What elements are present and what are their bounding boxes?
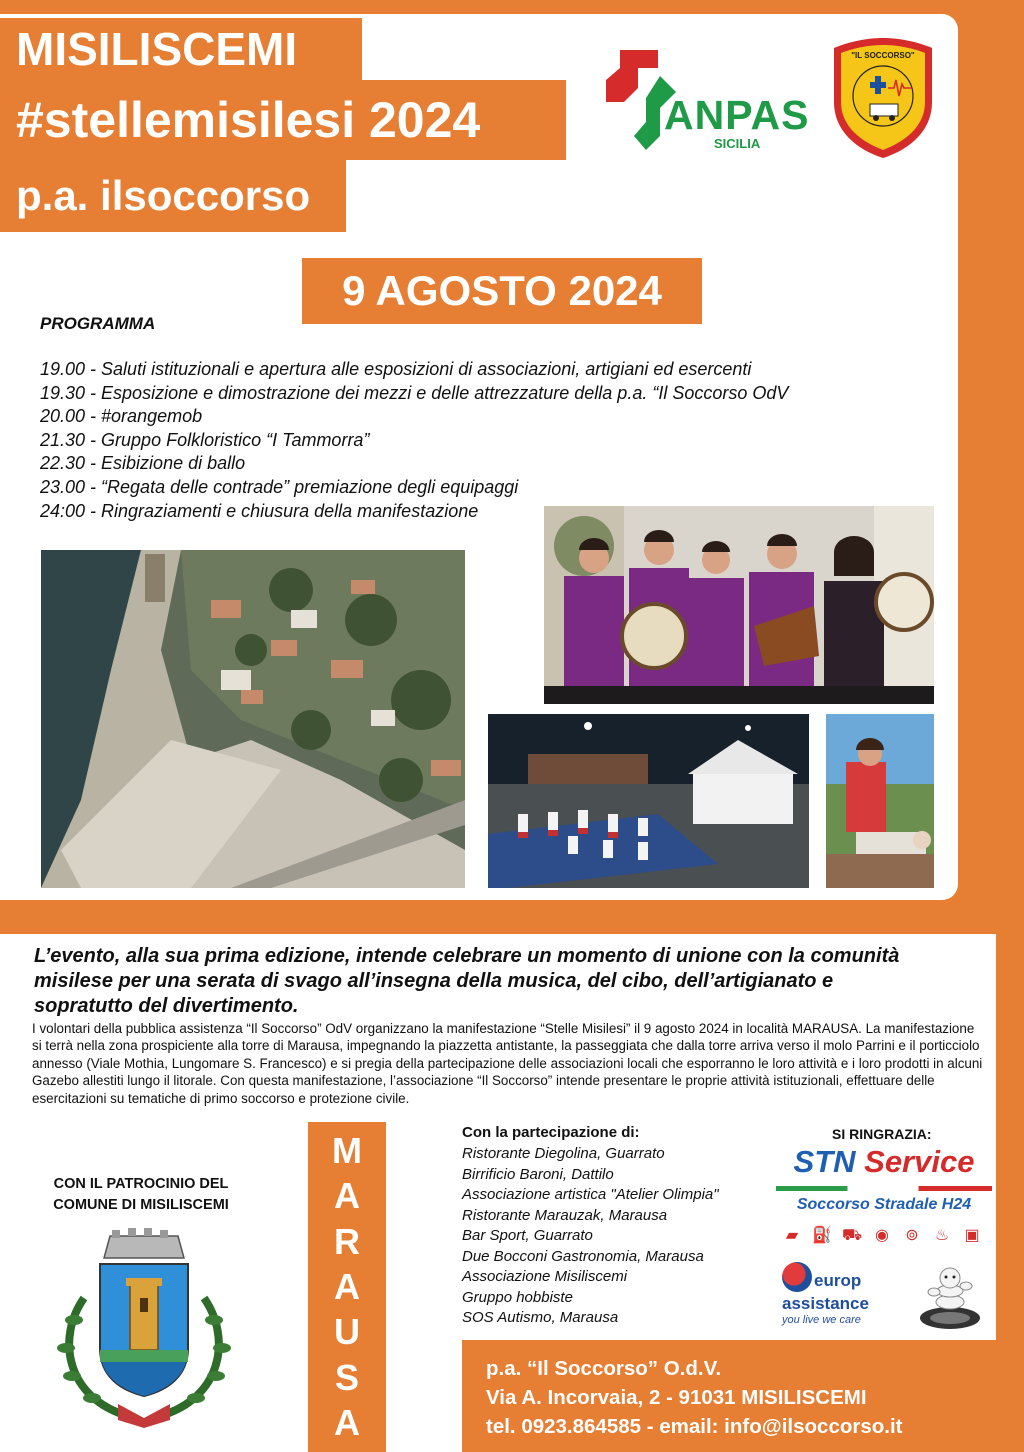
location-letter: A	[334, 1265, 360, 1307]
event-description: I volontari della pubblica assistenza “Il Soccorso” OdV organizzano la manifestazione “Stelle Misilesi” il 9 agosto 2024 in località MARAUSA. La manifestazione si terrà nella zona prospiciente alla torre di Marausa, impegnando la piazzetta antistante, la passeggiata che dalla torre arriva verso il molo Parrini e il porticciolo annesso (Viale Mothia, Lungomare S. Francesco) e si pregia della partecipazione delle associazioni locali che esporranno le loro attività e i loro prodotti in alcuni Gazebo allestiti lungo il litorale. Con questa manifestazione, l’associazione “Il Soccorso” intende presentare le proprie attività istituzionali, effettuare delle esercitazioni su tematiche di primo soccorso e protezione civile.	[32, 1021, 983, 1106]
program-item: 23.00 - “Regata delle contrade” premiazione degli equipaggi	[40, 476, 519, 497]
location-vertical	[308, 1122, 386, 1452]
service-icons	[782, 1226, 982, 1248]
stn-name	[776, 1144, 992, 1180]
patrocinio-line-2: COMUNE DI MISILISCEMI	[53, 1197, 229, 1213]
partners-title: Con la partecipazione di:	[462, 1124, 640, 1141]
partner-item: Gruppo hobbiste	[462, 1288, 573, 1306]
patrocinio	[36, 1174, 246, 1216]
partner-item: Birrificio Baroni, Dattilo	[462, 1165, 614, 1183]
location-letter: M	[332, 1129, 362, 1171]
program-item: 24:00 - Ringraziamenti e chiusura della manifestazione	[40, 500, 479, 521]
stn-name-part1: STN	[793, 1144, 856, 1179]
europ-line-2: assistance	[782, 1294, 869, 1313]
program-item: 21.30 - Gruppo Folkloristico “I Tammorra”	[40, 429, 370, 450]
program-list	[40, 358, 900, 523]
anpas-logo	[600, 40, 815, 152]
contact-address: Via A. Incorvaia, 2 - 91031 MISILISCEMI	[486, 1386, 867, 1409]
partner-item: Bar Sport, Guarrato	[462, 1227, 593, 1244]
night-event-photo	[488, 714, 809, 888]
stn-name-part2: Service	[864, 1144, 975, 1179]
badge-top-text: "IL SOCCORSO"	[851, 51, 915, 60]
stn-service-logo	[776, 1144, 992, 1220]
europ-assistance-logo	[778, 1258, 878, 1330]
partner-item: SOS Autismo, Marausa	[462, 1309, 619, 1326]
partner-item: Associazione artistica "Atelier Olimpia"	[462, 1186, 719, 1203]
program-item: 20.00 - #orangemob	[40, 406, 203, 427]
thanks-title: SI RINGRAZIA:	[832, 1126, 932, 1142]
stn-flag-bar	[776, 1186, 992, 1191]
location-letter: A	[334, 1402, 360, 1444]
contact-org: p.a. “Il Soccorso” O.d.V.	[486, 1357, 722, 1380]
tow-truck-icon: ⛟	[842, 1227, 863, 1244]
folk-group-photo	[544, 506, 934, 704]
fuel-icon: ⛽	[812, 1227, 832, 1244]
brake-icon: ◉	[875, 1227, 889, 1244]
contact-phone-email[interactable]: tel. 0923.864585 - email: info@ilsoccorso.it	[486, 1415, 903, 1438]
stn-subtitle: Soccorso Stradale H24	[796, 1196, 972, 1213]
europ-line-1: europ	[814, 1271, 862, 1290]
programma-label: PROGRAMMA	[40, 314, 156, 333]
partners-list	[462, 1144, 719, 1329]
partner-item: Associazione Misiliscemi	[462, 1268, 628, 1285]
misiliscemi-crest-icon	[48, 1228, 240, 1428]
oil-icon: ♨	[934, 1227, 950, 1244]
location-letter: S	[334, 1356, 359, 1398]
program-item: 19.00 - Saluti istituzionali e apertura alle esposizioni di associazioni, artigiani ed esercenti	[40, 359, 752, 379]
anpas-region: SICILIA	[714, 136, 761, 151]
program-item: 22.30 - Esibizione di ballo	[40, 453, 246, 474]
title-line-1: MISILISCEMI	[0, 18, 362, 80]
event-date: 9 AGOSTO 2024	[302, 258, 702, 324]
michelin-mascot-icon	[918, 1262, 982, 1330]
soccorso-badge-icon	[832, 36, 934, 160]
partner-item: Due Bocconi Gastronomia, Marausa	[462, 1247, 704, 1265]
program-item: 19.30 - Esposizione e dimostrazione dei mezzi e delle attrezzature della p.a. “Il Soccorso OdV	[40, 382, 789, 403]
title-line-2: #stellemisilesi 2024	[0, 80, 566, 160]
event-intro: L’evento, alla sua prima edizione, intende celebrare un momento di unione con la comunità misilese per una serata di svago all’insegna della musica, del cibo, dell’artigianato e sopratutto del divertimento.	[34, 945, 900, 1017]
location-letter: A	[334, 1175, 360, 1217]
partner-item: Ristorante Diegolina, Guarrato	[462, 1145, 665, 1162]
title-line-3: p.a. ilsoccorso	[0, 160, 346, 232]
tire-icon: ⊚	[905, 1227, 919, 1244]
patrocinio-line-1: CON IL PATROCINIO DEL	[53, 1176, 229, 1192]
europ-tagline: you live we care	[782, 1314, 861, 1326]
aerial-photo	[41, 550, 465, 888]
car-icon: ▰	[785, 1227, 799, 1244]
cpr-training-photo	[826, 714, 934, 888]
battery-icon: ▣	[964, 1227, 980, 1244]
partner-item: Ristorante Marauzak, Marausa	[462, 1206, 668, 1224]
location-letter: U	[334, 1311, 360, 1353]
contact-box	[462, 1340, 996, 1452]
anpas-name: ANPAS	[664, 92, 810, 138]
location-letter: R	[334, 1220, 360, 1262]
europ-globe-icon	[782, 1262, 812, 1292]
